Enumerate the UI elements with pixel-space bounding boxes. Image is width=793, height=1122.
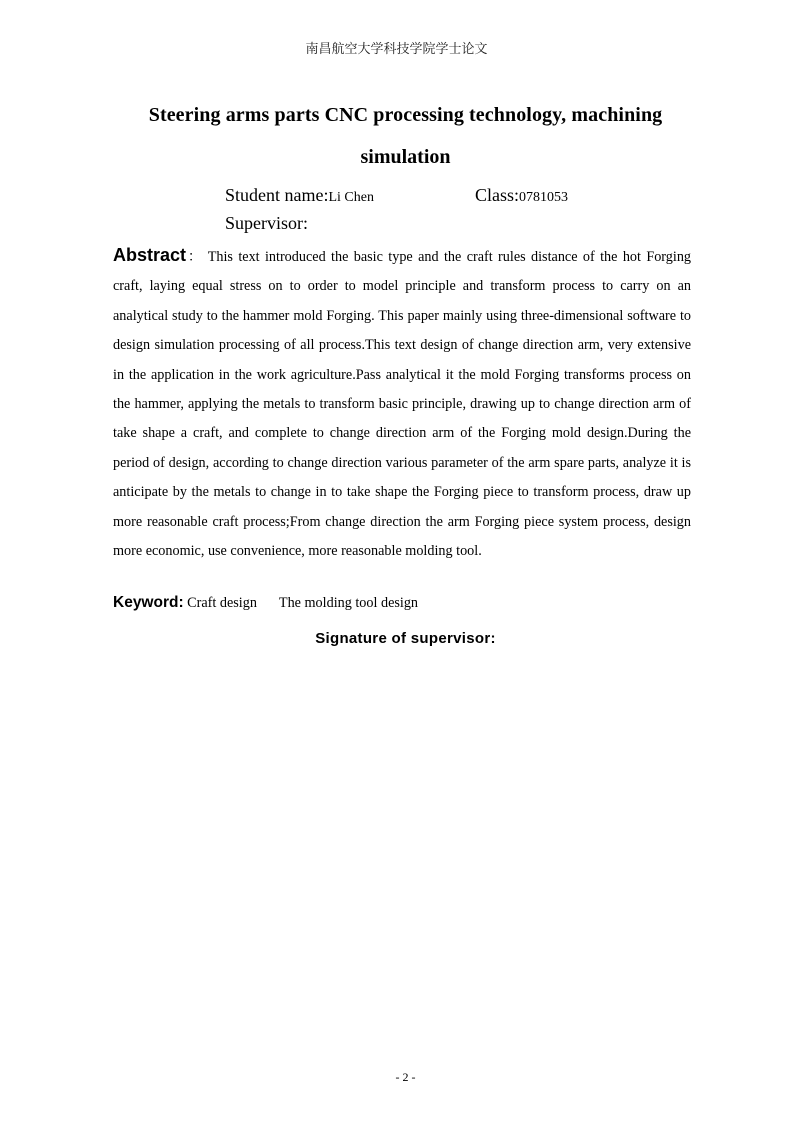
keyword-heading: Keyword: [113,594,184,611]
paper-title-line-1: Steering arms parts CNC processing technology, machining [148,104,663,126]
abstract-paragraph [113,241,691,566]
keyword-item: Craft design [187,595,257,611]
page-number: - 2 - [395,1070,416,1084]
supervisor-label: Supervisor: [225,213,308,233]
abstract-body: This text introduced the basic type and the craft rules distance of the hot Forging craft, laying equal stress on to order to model principle and transform process to carry on an analytical study to the hammer mold Forging. This paper mainly using three-dimensional software to design simulation processing of all process.This text design of change direction arm, very extensive in the application in the work agriculture.Pass analytical it the mold Forging transforms process on the hammer, applying the metals to transform basic principle, drawing up to change direction arm of take shape a craft, and complete to change direction arm of the Forging mold design.During the period of design, according to change direction various parameter of the arm spare parts, analyze it is anticipate by the metals to change in to take shape the Forging piece to transform process, draw up more reasonable craft process;From change direction the arm Forging piece system process, design more economic, use convenience, more reasonable molding tool. [113,249,692,560]
class-label: Class: [475,185,520,205]
student-name-label: Student name: [225,185,329,205]
paper-title-line-2: simulation [360,146,451,168]
class-row [475,185,568,206]
keyword-item: The molding tool design [278,595,419,611]
keyword-line [113,594,418,612]
running-header: 南昌航空大学科技学院学士论文 [305,42,488,57]
abstract-heading: Abstract [113,245,187,265]
student-name-row [225,185,374,206]
supervisor-row [225,213,308,234]
supervisor-signature-label: Signature of supervisor: [315,630,496,647]
abstract-colon: ： [186,250,204,265]
student-name-value: Li Chen [328,190,374,205]
class-value: 0781053 [519,190,569,205]
